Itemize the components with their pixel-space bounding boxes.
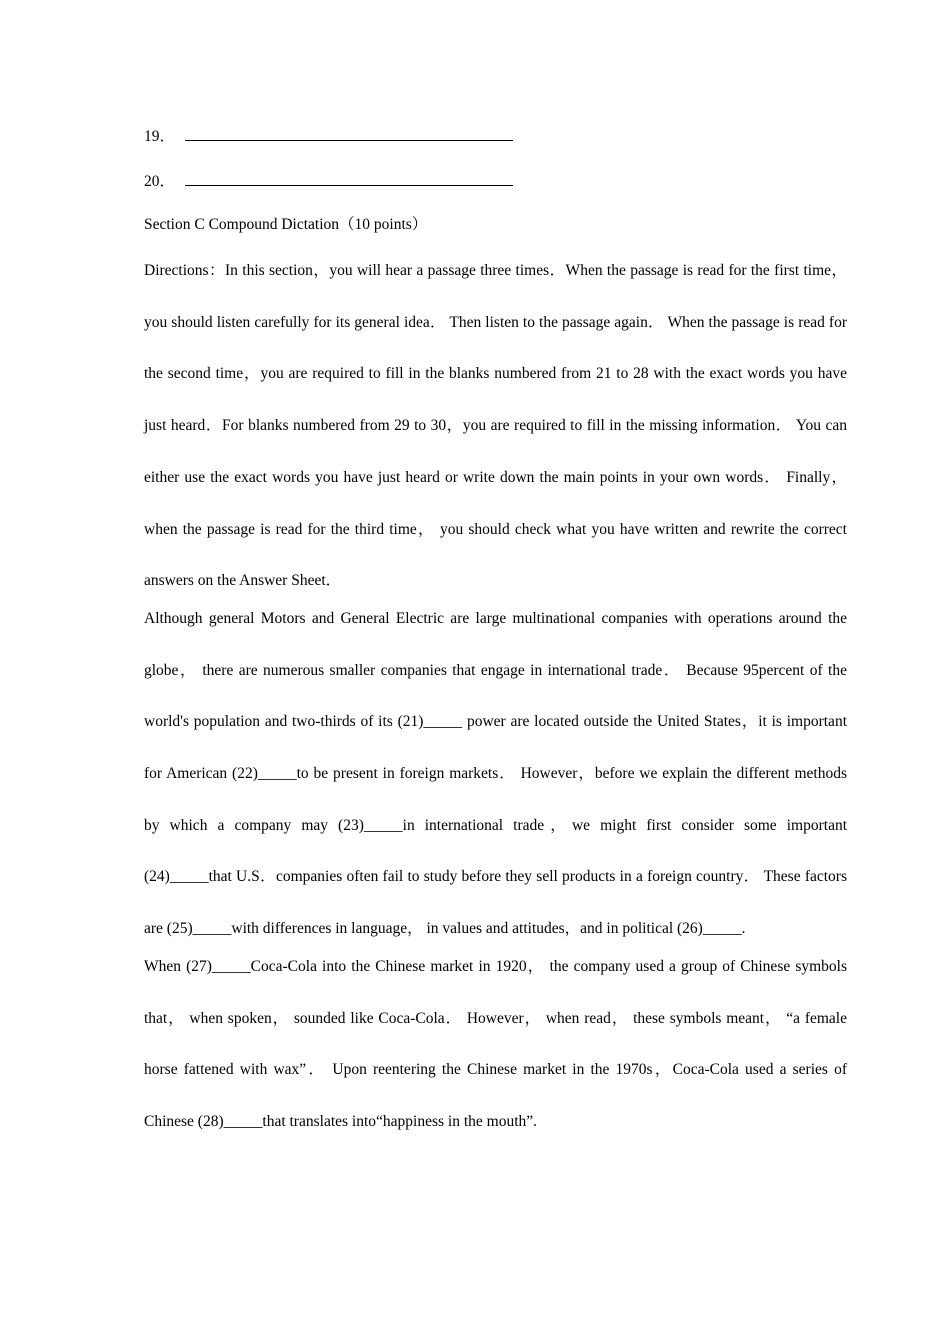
answer-blank xyxy=(185,169,513,186)
answer-line-19 xyxy=(144,124,847,146)
passage-paragraph-2: When (27)_____Coca-Cola into the Chinese market in 1920， the company used a group of Chinese symbols that， when spoken， sounded like Coca-Cola． However， when read， these symbols meant， “a female horse fattened with wax”． Upon reentering the Chinese market in the 1970s，Coca-Cola used a series of Chinese (28)_____that translates into“happiness in the mouth”. xyxy=(144,957,847,1130)
passage-paragraph-1: Although general Motors and General Electric are large multinational companies with operations around the globe， there are numerous smaller companies that engage in international trade． Because 95percent of the world's population and two-thirds of its (21)_____ power are located outside the United States，it is important for American (22)_____to be present in foreign markets． However，before we explain the different methods by which a company may (23)_____in international trade，we might first consider some important (24)_____that U.S．companies often fail to study before they sell products in a foreign country． These factors are (25)_____with differences in language， in values and attitudes，and in political (26)_____. xyxy=(144,609,847,938)
answer-number: 20． xyxy=(144,173,176,190)
answer-line-20 xyxy=(144,169,847,191)
section-title: Section C Compound Dictation（10 points） xyxy=(144,216,428,233)
answer-number: 19． xyxy=(144,128,176,145)
answer-blank xyxy=(185,124,513,141)
directions-paragraph: Directions：In this section，you will hear a passage three times．When the passage is read for the first time， you should listen carefully for its general idea． Then listen to the passage again． When the passage is read for the second time，you are required to fill in the blanks numbered from 21 to 28 with the exact words you have just heard．For blanks numbered from 29 to 30，you are required to fill in the missing information． You can either use the exact words you have just heard or write down the main points in your own words． Finally， when the passage is read for the third time， you should check what you have written and rewrite the correct answers on the Answer Sheet． xyxy=(144,262,847,590)
document-body xyxy=(144,124,847,1140)
